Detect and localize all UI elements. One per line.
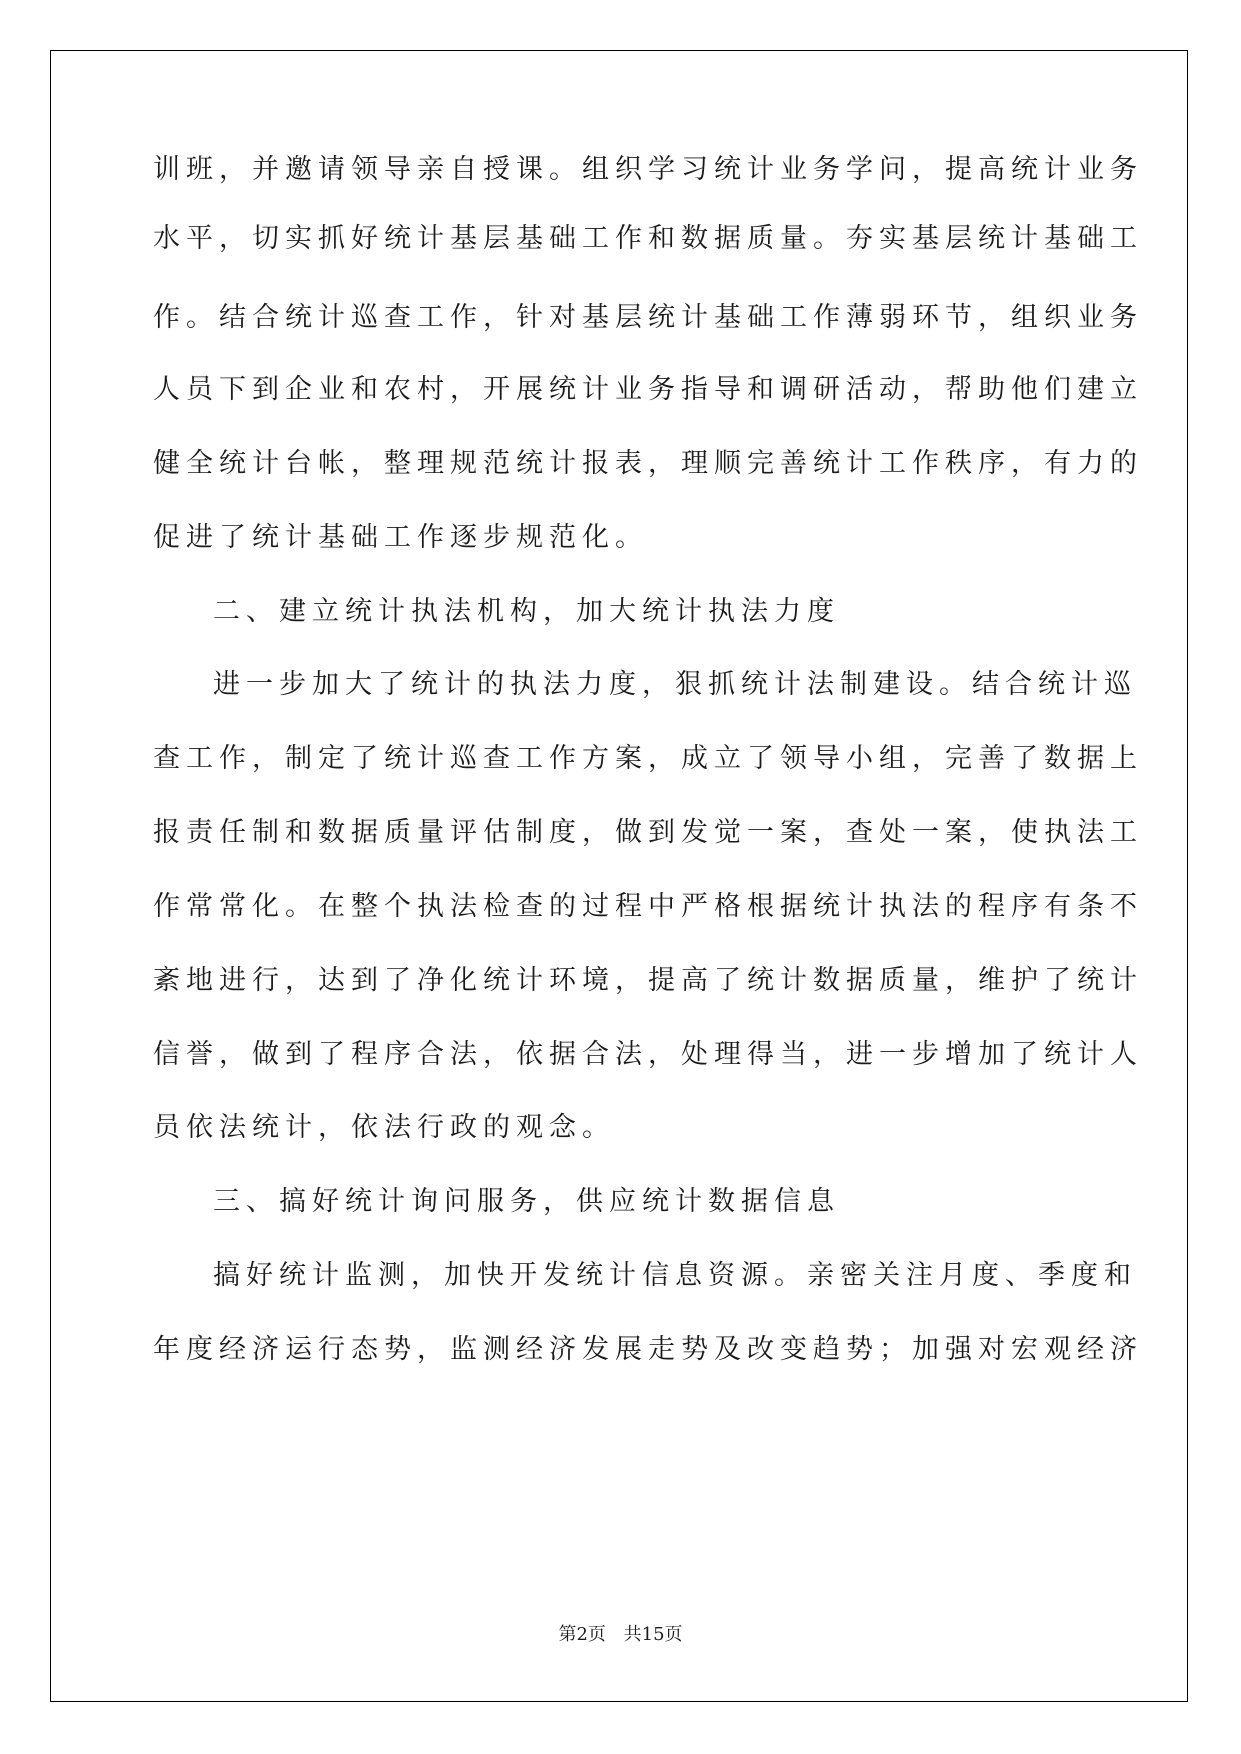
page-footer xyxy=(0,1620,1241,1646)
text-line: 报责任制和数据质量评估制度，做到发觉一案，查处一案，使执法工 xyxy=(153,817,1143,848)
text-line: 水平，切实抓好统计基层基础工作和数据质量。夯实基层统计基础工 xyxy=(153,223,1143,254)
page-border xyxy=(50,50,1188,1702)
text-line: 信誉，做到了程序合法，依据合法，处理得当，进一步增加了统计人 xyxy=(153,1039,1143,1070)
text-line: 紊地进行，达到了净化统计环境，提高了统计数据质量，维护了统计 xyxy=(153,965,1143,996)
text-line: 年度经济运行态势，监测经济发展走势及改变趋势；加强对宏观经济 xyxy=(153,1334,1143,1365)
section-heading: 三、搞好统计询问服务，供应统计数据信息 xyxy=(213,1186,840,1217)
page-total: 共15页 xyxy=(623,1624,683,1645)
text-line: 作。结合统计巡查工作，针对基层统计基础工作薄弱环节，组织业务 xyxy=(153,302,1143,333)
text-line: 训班，并邀请领导亲自授课。组织学习统计业务学问，提高统计业务 xyxy=(153,154,1143,185)
text-line: 搞好统计监测，加快开发统计信息资源。亲密关注月度、季度和 xyxy=(213,1260,1137,1291)
text-line: 作常常化。在整个执法检查的过程中严格根据统计执法的程序有条不 xyxy=(153,891,1143,922)
text-line: 健全统计台帐，整理规范统计报表，理顺完善统计工作秩序，有力的 xyxy=(153,448,1143,479)
page-number: 第2页 xyxy=(558,1624,606,1645)
text-line: 人员下到企业和农村，开展统计业务指导和调研活动，帮助他们建立 xyxy=(153,374,1143,405)
section-heading: 二、建立统计执法机构，加大统计执法力度 xyxy=(213,596,840,627)
text-line: 员依法统计，依法行政的观念。 xyxy=(153,1112,615,1143)
text-line: 查工作，制定了统计巡查工作方案，成立了领导小组，完善了数据上 xyxy=(153,743,1143,774)
text-line: 促进了统计基础工作逐步规范化。 xyxy=(153,522,648,553)
text-line: 进一步加大了统计的执法力度，狠抓统计法制建设。结合统计巡 xyxy=(213,669,1137,700)
